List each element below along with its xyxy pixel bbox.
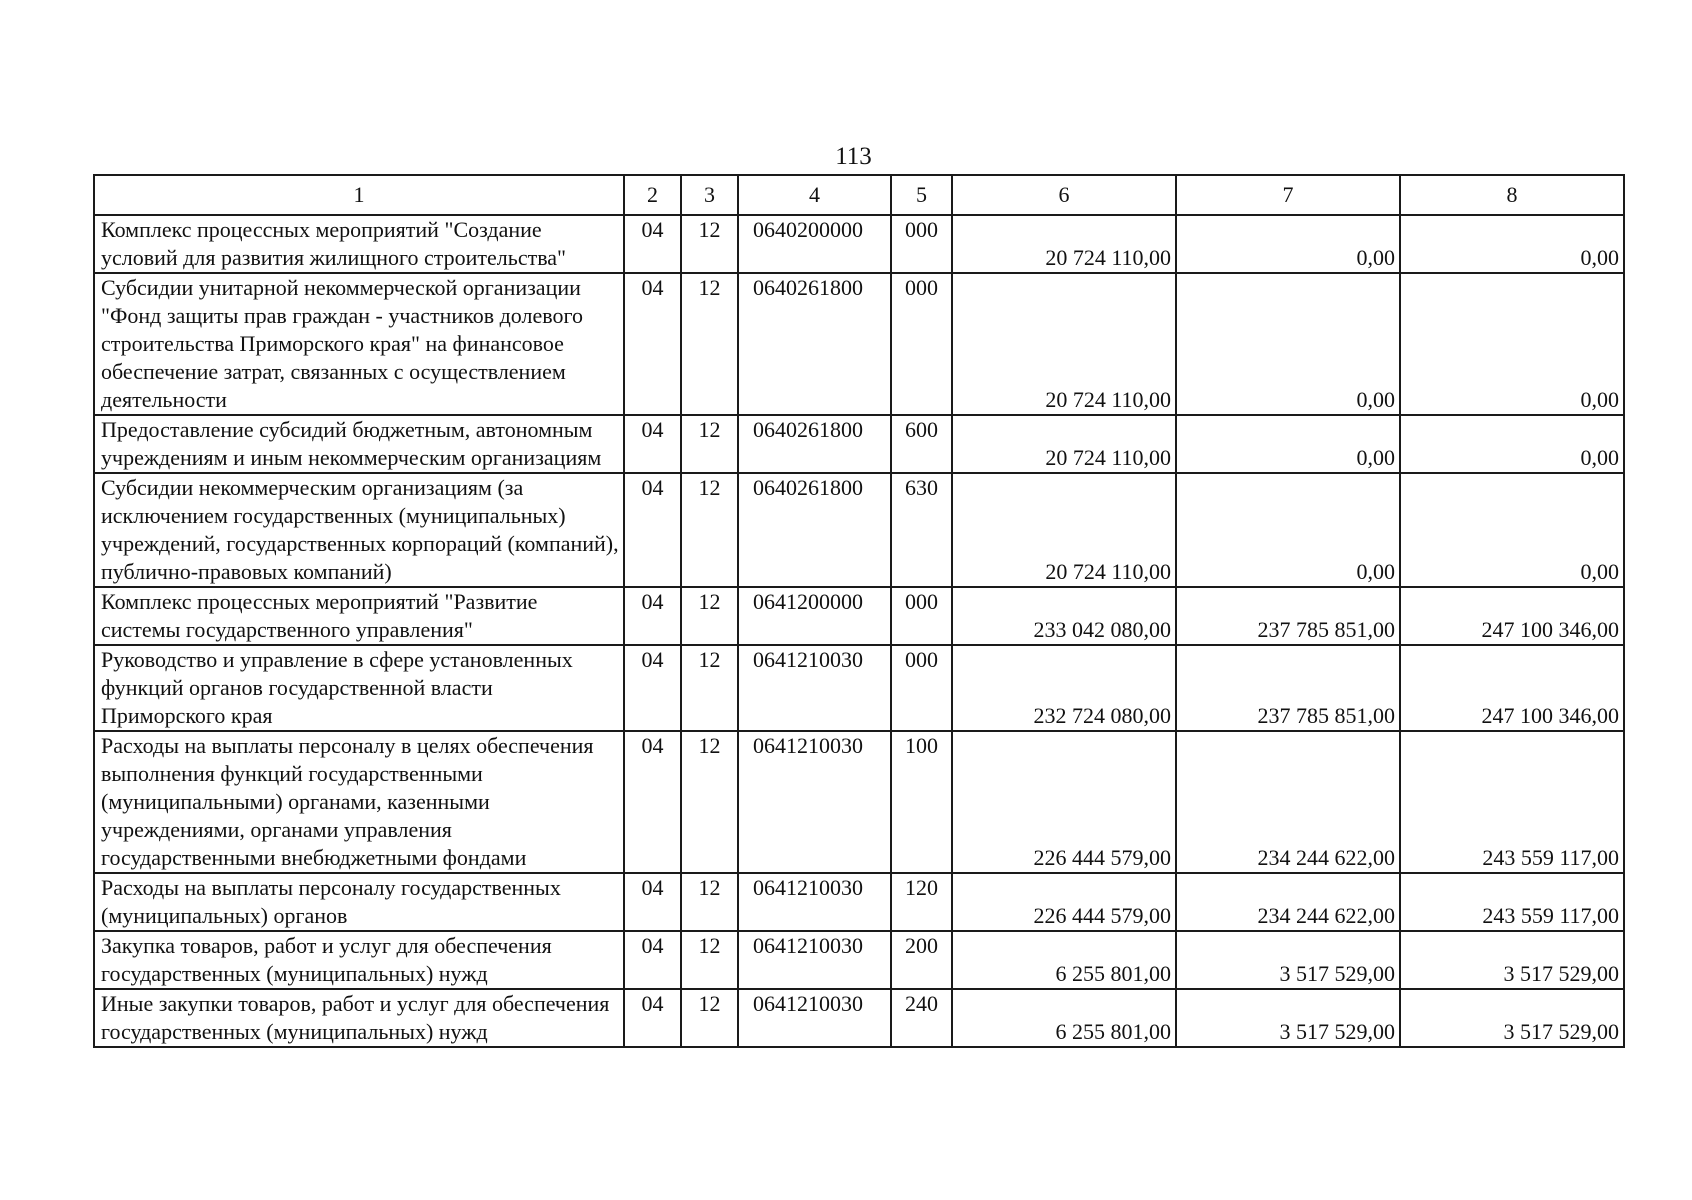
cell-amount-col7: 234 244 622,00: [1176, 873, 1400, 931]
page-number: 113: [835, 143, 872, 170]
cell-subsection: 12: [681, 731, 738, 873]
cell-amount-col7: 0,00: [1176, 215, 1400, 273]
cell-amount-col7: 234 244 622,00: [1176, 731, 1400, 873]
column-header: 8: [1400, 175, 1624, 215]
cell-subsection: 12: [681, 273, 738, 415]
cell-description: Субсидии некоммерческим организациям (за исключением государственных (муниципальных) учреждений, государственных корпораций (компаний), публично-правовых компаний): [94, 473, 624, 587]
cell-section: 04: [624, 473, 681, 587]
cell-amount-col8: 3 517 529,00: [1400, 931, 1624, 989]
cell-amount-col6: 232 724 080,00: [952, 645, 1176, 731]
cell-amount-col8: 243 559 117,00: [1400, 731, 1624, 873]
cell-subsection: 12: [681, 989, 738, 1047]
cell-description: Субсидии унитарной некоммерческой организации "Фонд защиты прав граждан - участников долевого строительства Приморского края" на финансовое обеспечение затрат, связанных с осуществлением деятельности: [94, 273, 624, 415]
cell-amount-col7: 0,00: [1176, 273, 1400, 415]
cell-expense-type: 240: [891, 989, 952, 1047]
column-header: 5: [891, 175, 952, 215]
table-row: [94, 645, 1624, 731]
cell-subsection: 12: [681, 931, 738, 989]
column-header: 6: [952, 175, 1176, 215]
cell-section: 04: [624, 989, 681, 1047]
cell-amount-col6: 233 042 080,00: [952, 587, 1176, 645]
cell-subsection: 12: [681, 473, 738, 587]
cell-amount-col6: 6 255 801,00: [952, 989, 1176, 1047]
column-header: 3: [681, 175, 738, 215]
budget-table: [93, 174, 1625, 1048]
cell-amount-col7: 237 785 851,00: [1176, 645, 1400, 731]
cell-subsection: 12: [681, 415, 738, 473]
cell-expense-type: 120: [891, 873, 952, 931]
table-row: [94, 473, 1624, 587]
cell-section: 04: [624, 587, 681, 645]
column-header: 7: [1176, 175, 1400, 215]
cell-section: 04: [624, 415, 681, 473]
cell-description: Комплекс процессных мероприятий "Развитие системы государственного управления": [94, 587, 624, 645]
cell-amount-col8: 0,00: [1400, 473, 1624, 587]
cell-section: 04: [624, 645, 681, 731]
table-body: [94, 175, 1624, 1047]
cell-amount-col6: 20 724 110,00: [952, 415, 1176, 473]
cell-description: Иные закупки товаров, работ и услуг для обеспечения государственных (муниципальных) нужд: [94, 989, 624, 1047]
cell-description: Расходы на выплаты персоналу в целях обеспечения выполнения функций государственными (муниципальными) органами, казенными учреждениями, органами управления государственными внебюджетными фондами: [94, 731, 624, 873]
cell-section: 04: [624, 273, 681, 415]
cell-amount-col6: 20 724 110,00: [952, 215, 1176, 273]
cell-target-article: 0641210030: [738, 645, 891, 731]
cell-expense-type: 000: [891, 273, 952, 415]
cell-target-article: 0641210030: [738, 731, 891, 873]
cell-amount-col8: 0,00: [1400, 273, 1624, 415]
cell-amount-col6: 6 255 801,00: [952, 931, 1176, 989]
table-row: [94, 415, 1624, 473]
cell-description: Комплекс процессных мероприятий "Создание условий для развития жилищного строительства": [94, 215, 624, 273]
cell-amount-col8: 247 100 346,00: [1400, 645, 1624, 731]
cell-section: 04: [624, 731, 681, 873]
cell-amount-col7: 237 785 851,00: [1176, 587, 1400, 645]
cell-subsection: 12: [681, 873, 738, 931]
cell-target-article: 0641200000: [738, 587, 891, 645]
table-row: [94, 731, 1624, 873]
table-row: [94, 989, 1624, 1047]
cell-subsection: 12: [681, 587, 738, 645]
cell-amount-col6: 20 724 110,00: [952, 473, 1176, 587]
table-row: [94, 587, 1624, 645]
cell-amount-col7: 0,00: [1176, 415, 1400, 473]
cell-expense-type: 100: [891, 731, 952, 873]
cell-amount-col8: 247 100 346,00: [1400, 587, 1624, 645]
cell-amount-col8: 3 517 529,00: [1400, 989, 1624, 1047]
cell-amount-col7: 0,00: [1176, 473, 1400, 587]
column-header: 1: [94, 175, 624, 215]
cell-amount-col8: 0,00: [1400, 415, 1624, 473]
column-header: 4: [738, 175, 891, 215]
cell-description: Закупка товаров, работ и услуг для обеспечения государственных (муниципальных) нужд: [94, 931, 624, 989]
cell-target-article: 0641210030: [738, 873, 891, 931]
cell-amount-col8: 243 559 117,00: [1400, 873, 1624, 931]
table-row: [94, 215, 1624, 273]
cell-subsection: 12: [681, 645, 738, 731]
table-row: [94, 873, 1624, 931]
table-row: [94, 273, 1624, 415]
cell-target-article: 0640200000: [738, 215, 891, 273]
table-row: [94, 931, 1624, 989]
cell-section: 04: [624, 931, 681, 989]
cell-amount-col7: 3 517 529,00: [1176, 989, 1400, 1047]
cell-amount-col6: 20 724 110,00: [952, 273, 1176, 415]
cell-target-article: 0641210030: [738, 931, 891, 989]
cell-expense-type: 000: [891, 587, 952, 645]
cell-target-article: 0640261800: [738, 415, 891, 473]
column-header: 2: [624, 175, 681, 215]
cell-target-article: 0641210030: [738, 989, 891, 1047]
cell-amount-col6: 226 444 579,00: [952, 873, 1176, 931]
cell-expense-type: 600: [891, 415, 952, 473]
cell-target-article: 0640261800: [738, 473, 891, 587]
cell-section: 04: [624, 215, 681, 273]
cell-amount-col6: 226 444 579,00: [952, 731, 1176, 873]
cell-amount-col7: 3 517 529,00: [1176, 931, 1400, 989]
cell-expense-type: 630: [891, 473, 952, 587]
cell-expense-type: 200: [891, 931, 952, 989]
cell-expense-type: 000: [891, 215, 952, 273]
header-row: [94, 175, 1624, 215]
cell-amount-col8: 0,00: [1400, 215, 1624, 273]
cell-expense-type: 000: [891, 645, 952, 731]
cell-subsection: 12: [681, 215, 738, 273]
cell-description: Предоставление субсидий бюджетным, автономным учреждениям и иным некоммерческим организациям: [94, 415, 624, 473]
cell-description: Руководство и управление в сфере установленных функций органов государственной власти Приморского края: [94, 645, 624, 731]
cell-section: 04: [624, 873, 681, 931]
cell-description: Расходы на выплаты персоналу государственных (муниципальных) органов: [94, 873, 624, 931]
cell-target-article: 0640261800: [738, 273, 891, 415]
